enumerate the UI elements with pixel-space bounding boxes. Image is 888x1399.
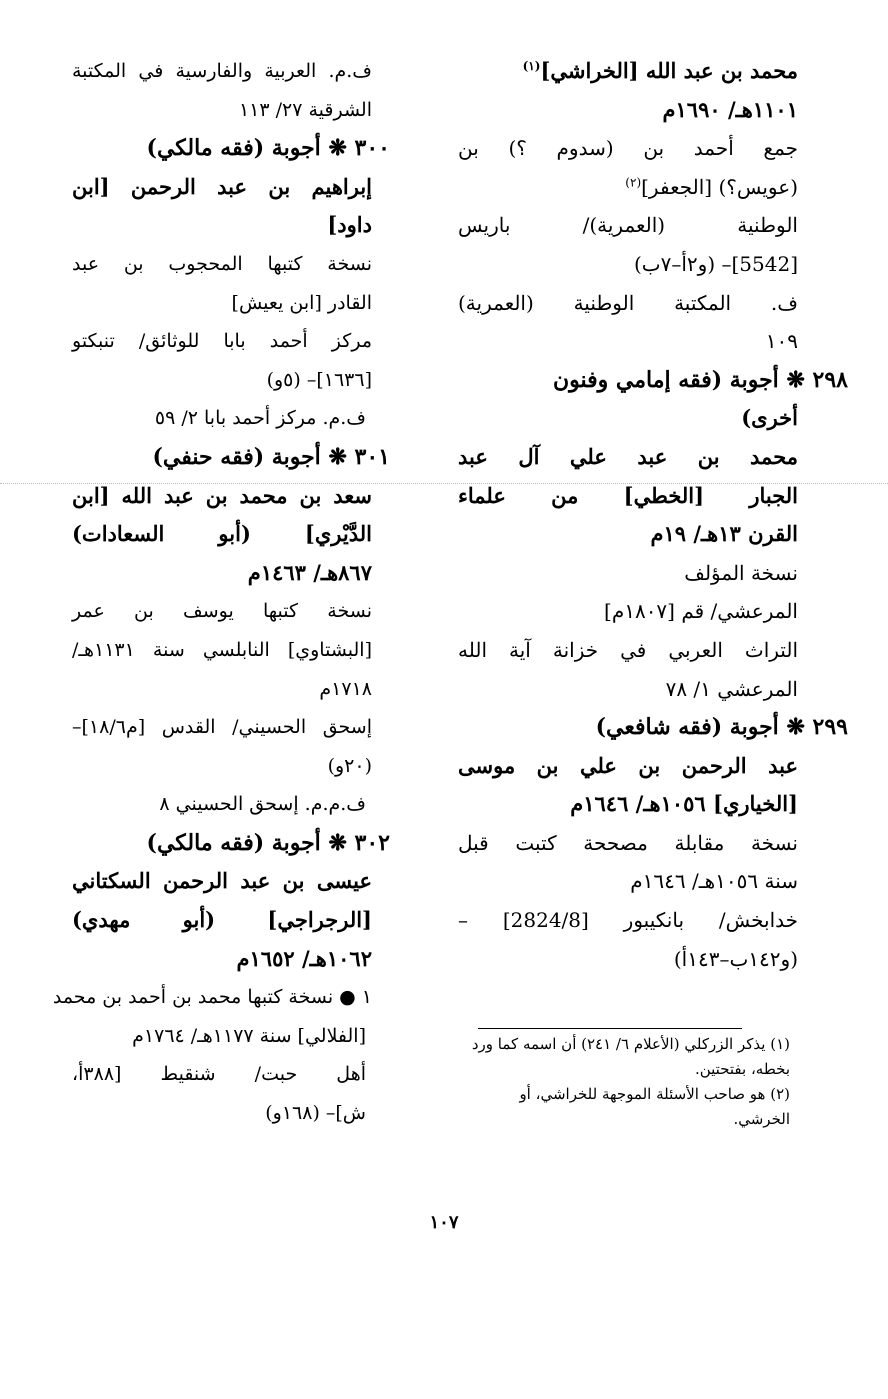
line-text: عبد الرحمن بن علي بن موسى <box>458 752 798 778</box>
line-text: ٣٠٢ ❋ أجوبة (فقه مالكي) <box>146 829 390 856</box>
left-column-line <box>72 554 372 593</box>
line-text: جمع أحمد بن (سدوم ؟) بن <box>458 136 798 161</box>
line-text: ف.م.م. إسحق الحسيني ٨ <box>159 793 366 816</box>
left-column <box>52 52 390 1133</box>
line-text: ٢٩٩ ❋ أجوبة (فقه شافعي) <box>595 714 848 741</box>
line-text: [الخياري] ١٠٥٦هـ/ ١٦٤٦م <box>570 791 798 817</box>
right-column-line <box>458 206 798 245</box>
right-column-line <box>458 515 798 554</box>
right-column-line <box>458 940 798 979</box>
line-text: (عويس؟) [الجعفر] <box>641 174 798 199</box>
line-text: مركز أحمد بابا للوثائق/ تنبكتو <box>72 330 372 353</box>
left-column-line <box>72 862 372 901</box>
left-column-line <box>72 1017 372 1056</box>
right-column-line <box>458 554 798 593</box>
left-column-line <box>72 322 372 361</box>
line-text: عيسى بن عبد الرحمن السكتاني <box>72 868 372 894</box>
footnote-1: (١) يذكر الزركلي (الأعلام ٦/ ٢٤١) أن اسمه كما ورد بخطه، بفتحتين. <box>471 1035 790 1078</box>
line-text: خدابخش/ بانكيبور [2824/8] – <box>458 908 798 933</box>
line-text: نسخة المؤلف <box>684 560 798 585</box>
right-column-line <box>458 708 848 747</box>
left-column-line <box>72 1055 372 1094</box>
line-text: ١ ● نسخة كتبها محمد بن أحمد بن محمد <box>52 986 372 1009</box>
left-column-line <box>72 785 372 824</box>
left-column-line <box>72 91 372 130</box>
right-column-line <box>458 438 798 477</box>
line-text: (٢٠و) <box>327 754 372 777</box>
left-column-line <box>72 631 372 670</box>
right-column-line <box>458 322 798 361</box>
left-column-line <box>72 708 372 747</box>
line-text: نسخة مقابلة مصححة كتبت قبل <box>458 830 798 855</box>
line-text: القرن ١٣هـ/ ١٩م <box>650 521 798 547</box>
left-column-line <box>52 978 372 1017</box>
left-column-line <box>72 1094 372 1133</box>
line-text: ش]– (١٦٨و) <box>265 1102 366 1125</box>
line-text: نسخة كتبها يوسف بن عمر <box>72 600 372 623</box>
line-text: ١٠٦٢هـ/ ١٦٥٢م <box>236 945 372 971</box>
right-column-line <box>458 399 798 438</box>
right-column-line <box>458 631 798 670</box>
page-number: ١٠٧ <box>429 1212 459 1233</box>
left-column-line <box>72 399 372 438</box>
line-text: [5542]– (و٢أ–٧ب) <box>633 251 798 276</box>
right-column-line <box>458 245 798 284</box>
footnote-marker: (٢) <box>625 175 642 190</box>
footnotes <box>470 1032 790 1132</box>
line-text: المرعشي/ قم [١٨٠٧م] <box>604 599 798 624</box>
left-column-line <box>72 52 372 91</box>
left-column-line <box>72 168 372 207</box>
right-column-line <box>458 824 798 863</box>
line-text: الوطنية (العمرية)/ باريس <box>458 213 798 238</box>
line-text: أهل حبت/ شنقيط [٣٨٨أ، <box>72 1063 366 1086</box>
left-column-line <box>72 206 372 245</box>
line-text: (و١٤٢ب–١٤٣أ) <box>673 946 798 971</box>
line-text: التراث العربي في خزانة آية الله <box>458 637 798 662</box>
left-column-line <box>72 361 372 400</box>
right-column-line <box>458 361 848 400</box>
left-column-line <box>72 670 372 709</box>
left-column-line <box>72 901 372 940</box>
line-text: سنة ١٠٥٦هـ/ ١٦٤٦م <box>630 869 798 894</box>
line-text: الشرقية ٢٧/ ١١٣ <box>238 98 372 121</box>
line-text: ٣٠٠ ❋ أجوبة (فقه مالكي) <box>146 135 390 162</box>
line-text: داود] <box>327 212 372 238</box>
line-text: ف.م. العربية والفارسية في المكتبة <box>72 60 372 82</box>
left-column-line <box>72 824 390 863</box>
line-text: إسحق الحسيني/ القدس [م١٨/٦]– <box>72 716 372 739</box>
line-text: الدَّيْري] (أبو السعادات) <box>72 521 372 547</box>
line-text: ٨٦٧هـ/ ١٤٦٣م <box>247 559 372 585</box>
left-column-line <box>72 592 372 631</box>
line-text: [البشتاوي] النابلسي سنة ١١٣١هـ/ <box>72 638 372 661</box>
line-text: سعد بن محمد بن عبد الله [ابن <box>72 482 372 508</box>
line-text: ٢٩٨ ❋ أجوبة (فقه إمامي وفنون <box>552 366 848 393</box>
line-text: الجبار [الخطي] من علماء <box>458 482 798 508</box>
right-column-line <box>458 52 798 91</box>
line-text: [الفلالي] سنة ١١٧٧هـ/ ١٧٦٤م <box>132 1024 366 1047</box>
left-column-line <box>72 438 390 477</box>
line-text: ١١٠١هـ/ ١٦٩٠م <box>662 96 798 122</box>
left-column-line <box>72 515 372 554</box>
right-column-line <box>458 284 798 323</box>
left-column-line <box>72 129 390 168</box>
left-column-line <box>72 940 372 979</box>
right-column-line <box>458 862 798 901</box>
line-text: ٣٠١ ❋ أجوبة (فقه حنفي) <box>152 443 390 470</box>
line-text: إبراهيم بن عبد الرحمن [ابن <box>72 173 372 199</box>
right-column-line <box>458 670 798 709</box>
right-column <box>458 52 848 978</box>
line-text: ١٧١٨م <box>319 677 372 700</box>
line-text: ف.م. مركز أحمد بابا ٢/ ٥٩ <box>154 407 366 430</box>
line-text: محمد بن عبد الله [الخراشي] <box>540 58 798 83</box>
line-text: القادر [ابن يعيش] <box>231 291 372 314</box>
left-column-line <box>72 284 372 323</box>
right-column-line <box>458 747 798 786</box>
line-text: محمد بن عبد علي آل عبد <box>458 443 798 469</box>
footnote-marker: (١) <box>522 59 541 73</box>
footnote-rule <box>478 1028 742 1029</box>
right-column-line <box>458 592 798 631</box>
left-column-line <box>72 245 372 284</box>
line-text: المرعشي ١/ ٧٨ <box>665 676 798 701</box>
right-column-line <box>458 785 798 824</box>
line-text: نسخة كتبها المحجوب بن عبد <box>72 252 372 275</box>
right-column-line <box>458 901 798 940</box>
right-column-line <box>458 91 798 130</box>
line-text: ١٠٩ <box>765 329 798 354</box>
line-text: [الرجراجي] (أبو مهدي) <box>72 907 372 933</box>
right-column-line <box>458 168 798 207</box>
line-text: ف. المكتبة الوطنية (العمرية) <box>458 290 798 315</box>
right-column-line <box>458 129 798 168</box>
footnote-2: (٢) هو صاحب الأسئلة الموجهة للخراشي، أو الخرشي. <box>519 1085 790 1128</box>
line-text: [١٦٣٦]– (٥و) <box>266 368 372 391</box>
line-text: أخرى) <box>741 405 798 431</box>
scan-dotted-line <box>0 483 888 484</box>
left-column-line <box>72 747 372 786</box>
